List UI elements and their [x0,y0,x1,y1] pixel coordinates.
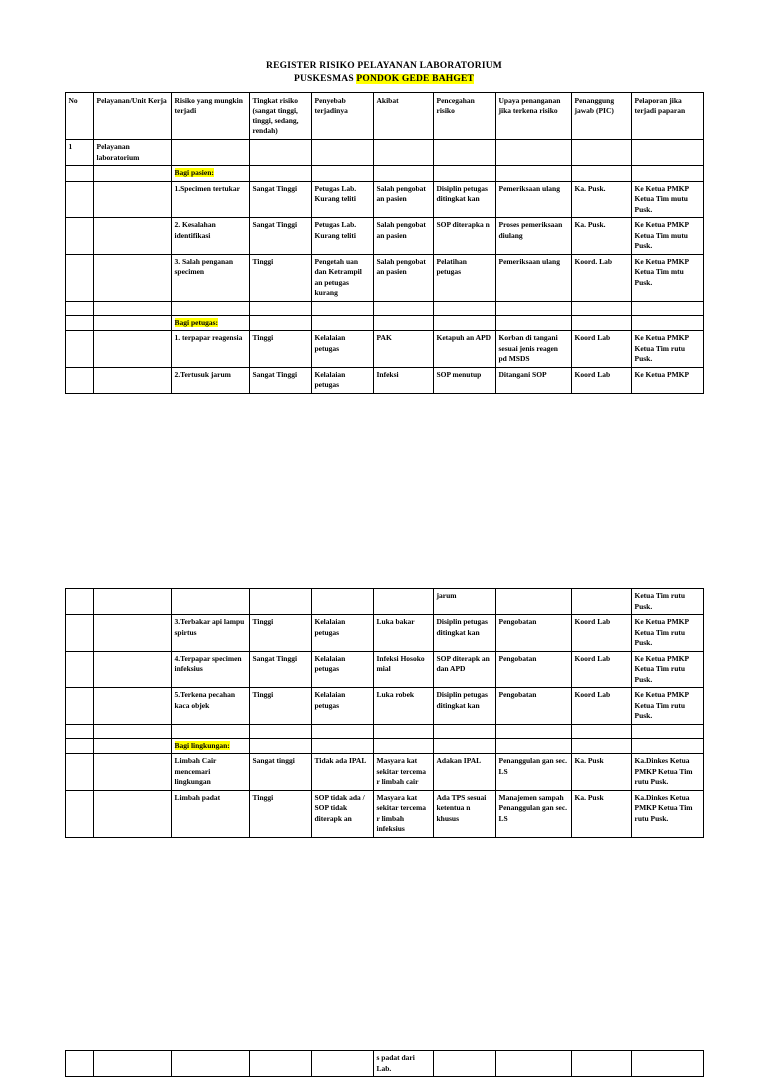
cell-pencegahan [433,724,495,738]
cell-pic: Ka. Pusk. [571,218,631,255]
cell-tingkat [249,166,311,182]
cell-upaya: Pengobatan [495,615,571,652]
cell-risiko [171,166,249,182]
cell-pic [571,1051,631,1077]
cell-tingkat [249,140,311,166]
cell-pelaporan: Ke Ketua PMKP Ketua Tim mtu Pusk. [631,254,703,301]
cell-pencegahan: Disiplin petugas ditingkat kan [433,615,495,652]
cell-akibat: Masyara kat sekitar tercema r limbah cair [373,754,433,791]
cell-unit [93,254,171,301]
cell-pic: Ka. Pusk [571,790,631,837]
cell-pencegahan: Ketapuh an APD [433,331,495,368]
cell-akibat: Salah pengobat an pasien [373,218,433,255]
cell-penyebab: Kelalaian petugas [311,331,373,368]
risk-register-table-page-1 [65,92,704,394]
cell-pencegahan [433,301,495,315]
cell-upaya [495,166,571,182]
cell-upaya [495,140,571,166]
cell-upaya: Korban di tangani sesuai jenis reagen pd MSDS [495,331,571,368]
cell-tingkat: Tinggi [249,615,311,652]
document-title-block [0,60,768,86]
cell-no [65,724,93,738]
cell-akibat: s padat dari Lab. [373,1051,433,1077]
cell-pelaporan [631,1051,703,1077]
cell-pelaporan: Ke Ketua PMKP Ketua Tim rutu Pusk. [631,651,703,688]
cell-tingkat [249,589,311,615]
cell-unit [93,218,171,255]
cell-pencegahan: SOP diterapka n [433,218,495,255]
title-line-2 [0,73,768,86]
cell-no [65,790,93,837]
table-row [65,738,703,754]
cell-unit [93,738,171,754]
cell-tingkat: Tinggi [249,688,311,725]
cell-unit [93,754,171,791]
cell-unit [93,331,171,368]
cell-risiko: 3.Terbakar api lampu spirtus [171,615,249,652]
cell-risiko [171,140,249,166]
cell-upaya [495,315,571,331]
cell-akibat [373,589,433,615]
cell-no [65,589,93,615]
cell-pelaporan [631,166,703,182]
table-row [65,315,703,331]
cell-no [65,315,93,331]
cell-tingkat: Tinggi [249,331,311,368]
cell-pelaporan: Ke Ketua PMKP [631,367,703,393]
cell-risiko: 2.Tertusuk jarum [171,367,249,393]
table-row [65,724,703,738]
cell-risiko [171,1051,249,1077]
cell-pic: Koord. Lab [571,254,631,301]
cell-tingkat: Tinggi [249,790,311,837]
cell-pic [571,724,631,738]
cell-upaya [495,738,571,754]
highlighted-label: Bagi pasien: [174,168,214,177]
cell-pencegahan: SOP diterapk an dan APD [433,651,495,688]
cell-pic: Ka. Pusk [571,754,631,791]
cell-risiko: 4.Terpapar specimen infeksius [171,651,249,688]
cell-upaya [495,1051,571,1077]
cell-pencegahan: jarum [433,589,495,615]
header-no: No [65,93,93,140]
cell-risiko [171,724,249,738]
cell-risiko [171,589,249,615]
cell-no [65,738,93,754]
cell-tingkat: Sangat Tinggi [249,367,311,393]
cell-tingkat [249,315,311,331]
cell-tingkat [249,1051,311,1077]
cell-risiko: Limbah Cair mencemari lingkungan [171,754,249,791]
cell-akibat [373,724,433,738]
cell-risiko: 1.Specimen tertukar [171,181,249,218]
cell-unit [93,367,171,393]
table-header-row [65,93,703,140]
cell-pelaporan [631,738,703,754]
table-row [65,166,703,182]
cell-risiko: Limbah padat [171,790,249,837]
cell-pic [571,301,631,315]
cell-tingkat [249,738,311,754]
cell-pencegahan: Pelatihan petugas [433,254,495,301]
header-akibat: Akibat [373,93,433,140]
cell-pic [571,589,631,615]
cell-no [65,651,93,688]
cell-upaya: Ditangani SOP [495,367,571,393]
cell-upaya: Manajemen sampah Penanggulan gan sec. LS [495,790,571,837]
cell-upaya: Pengobatan [495,688,571,725]
cell-pencegahan [433,315,495,331]
cell-unit [93,1051,171,1077]
cell-pic: Koord Lab [571,651,631,688]
cell-pencegahan: Disiplin petugas ditingkat kan [433,181,495,218]
cell-penyebab: Petugas Lab. Kurang teliti [311,218,373,255]
cell-akibat: Salah pengobat an pasien [373,254,433,301]
table-body-page-2 [65,589,703,838]
cell-akibat: Infeksi [373,367,433,393]
cell-pencegahan [433,166,495,182]
cell-akibat [373,140,433,166]
cell-tingkat: Sangat Tinggi [249,218,311,255]
cell-tingkat: Tinggi [249,254,311,301]
cell-pencegahan: SOP menutup [433,367,495,393]
table-row [65,651,703,688]
cell-unit [93,589,171,615]
cell-pelaporan: Ke Ketua PMKP Ketua Tim mutu Pusk. [631,181,703,218]
cell-upaya [495,301,571,315]
cell-akibat: Luka bakar [373,615,433,652]
cell-no: 1 [65,140,93,166]
table-row [65,615,703,652]
cell-pic: Koord Lab [571,367,631,393]
table-row [65,331,703,368]
cell-no [65,367,93,393]
cell-pic [571,738,631,754]
cell-akibat: Salah pengobat an pasien [373,181,433,218]
cell-risiko: 1. terpapar reagensia [171,331,249,368]
cell-pelaporan [631,301,703,315]
cell-akibat [373,315,433,331]
table-row [65,1051,703,1077]
cell-penyebab: Kelalaian petugas [311,367,373,393]
cell-pic: Koord Lab [571,331,631,368]
cell-no [65,301,93,315]
risk-register-table-page-2 [65,588,704,838]
cell-penyebab [311,724,373,738]
cell-no [65,218,93,255]
cell-upaya: Proses pemeriksaan diulang [495,218,571,255]
cell-penyebab: Kelalaian petugas [311,688,373,725]
cell-no [65,1051,93,1077]
cell-penyebab: Kelalaian petugas [311,651,373,688]
cell-pelaporan: Ke Ketua PMKP Ketua Tim rutu Pusk. [631,615,703,652]
cell-unit [93,315,171,331]
cell-unit [93,790,171,837]
cell-pic [571,166,631,182]
table-row [65,254,703,301]
table-row [65,140,703,166]
cell-upaya: Penanggulan gan sec. LS [495,754,571,791]
cell-unit [93,615,171,652]
cell-risiko [171,301,249,315]
cell-unit [93,688,171,725]
cell-pic: Koord Lab [571,688,631,725]
cell-pelaporan: Ka.Dinkes Ketua PMKP Ketua Tim rutu Pusk. [631,790,703,837]
table-body-page-1 [65,140,703,394]
cell-penyebab: SOP tidak ada / SOP tidak diterapk an [311,790,373,837]
cell-pencegahan [433,1051,495,1077]
cell-pelaporan: Ka.Dinkes Ketua PMKP Ketua Tim rutu Pusk. [631,754,703,791]
title-line-1: REGISTER RISIKO PELAYANAN LABORATORIUM [266,61,502,71]
cell-no [65,254,93,301]
cell-pencegahan [433,738,495,754]
cell-pelaporan: Ke Ketua PMKP Ketua Tim mutu Pusk. [631,218,703,255]
cell-no [65,181,93,218]
cell-unit [93,181,171,218]
cell-tingkat [249,724,311,738]
cell-penyebab: Kelalaian petugas [311,615,373,652]
cell-pelaporan [631,140,703,166]
cell-unit [93,651,171,688]
table-row [65,367,703,393]
cell-risiko: 3. Salah penganan specimen [171,254,249,301]
title-line-2-highlight: PONDOK GEDE BAHGET [356,74,475,84]
table-header [65,93,703,140]
cell-penyebab [311,166,373,182]
cell-penyebab [311,589,373,615]
cell-akibat: PAK [373,331,433,368]
header-pic: Penanggung jawab (PIC) [571,93,631,140]
cell-penyebab: Tidak ada IPAL [311,754,373,791]
cell-akibat [373,301,433,315]
cell-penyebab [311,315,373,331]
cell-pelaporan: Ke Ketua PMKP Ketua Tim rutu Pusk. [631,688,703,725]
cell-tingkat: Sangat tinggi [249,754,311,791]
table-row [65,218,703,255]
header-risiko: Risiko yang mungkin terjadi [171,93,249,140]
cell-penyebab [311,140,373,166]
cell-tingkat: Sangat Tinggi [249,181,311,218]
table-row [65,790,703,837]
cell-tingkat [249,301,311,315]
cell-pic: Ka. Pusk. [571,181,631,218]
cell-unit [93,301,171,315]
cell-penyebab [311,301,373,315]
cell-akibat [373,738,433,754]
cell-upaya: Pemeriksaan ulang [495,254,571,301]
cell-penyebab [311,1051,373,1077]
cell-akibat: Masyara kat sekitar tercema r limbah infeksius [373,790,433,837]
cell-pelaporan [631,315,703,331]
table-body-page-3 [65,1051,703,1077]
cell-upaya [495,589,571,615]
risk-register-table-page-3 [65,1050,704,1077]
cell-risiko [171,738,249,754]
cell-tingkat: Sangat Tinggi [249,651,311,688]
header-pelaporan: Pelaporan jika terjadi paparan [631,93,703,140]
cell-no [65,754,93,791]
cell-pelaporan: Ke Ketua PMKP Ketua Tim rutu Pusk. [631,331,703,368]
cell-pic [571,315,631,331]
cell-pic [571,140,631,166]
cell-risiko [171,315,249,331]
highlighted-label: Bagi lingkungan: [174,740,230,750]
cell-risiko: 2. Kesalahan identifikasi [171,218,249,255]
cell-upaya: Pemeriksaan ulang [495,181,571,218]
header-upaya: Upaya penanganan jika terkena risiko [495,93,571,140]
cell-risiko: 5.Terkena pecahan kaca objek [171,688,249,725]
header-tingkat: Tingkat risiko (sangat tinggi, tinggi, sedang, rendah) [249,93,311,140]
cell-pic: Koord Lab [571,615,631,652]
cell-pelaporan: Ketua Tim rutu Pusk. [631,589,703,615]
table-row [65,589,703,615]
cell-pencegahan: Ada TPS sesuai ketentua n khusus [433,790,495,837]
cell-no [65,688,93,725]
cell-upaya [495,724,571,738]
table-row [65,301,703,315]
cell-unit [93,724,171,738]
document-page [0,60,768,1084]
highlighted-label: Bagi petugas: [174,317,219,327]
cell-pelaporan [631,724,703,738]
cell-no [65,331,93,368]
cell-penyebab [311,738,373,754]
table-row [65,688,703,725]
cell-upaya: Pengobatan [495,651,571,688]
header-pencegahan: Pencegahan risiko [433,93,495,140]
table-row [65,181,703,218]
cell-pencegahan [433,140,495,166]
cell-akibat: Infeksi Hosoko mial [373,651,433,688]
cell-akibat [373,166,433,182]
table-row [65,754,703,791]
cell-pencegahan: Disiplin petugas ditingkat kan [433,688,495,725]
header-penyebab: Penyebab terjadinya [311,93,373,140]
cell-pencegahan: Adakan IPAL [433,754,495,791]
title-line-2-prefix: PUSKESMAS [293,74,357,84]
header-unit: Pelayanan/Unit Kerja [93,93,171,140]
cell-penyebab: Pengetah uan dan Ketrampil an petugas kurang [311,254,373,301]
cell-unit [93,166,171,182]
cell-no [65,166,93,182]
cell-no [65,615,93,652]
cell-penyebab: Petugas Lab. Kurang teliti [311,181,373,218]
cell-akibat: Luka robek [373,688,433,725]
cell-unit: Pelayanan laboratorium [93,140,171,166]
